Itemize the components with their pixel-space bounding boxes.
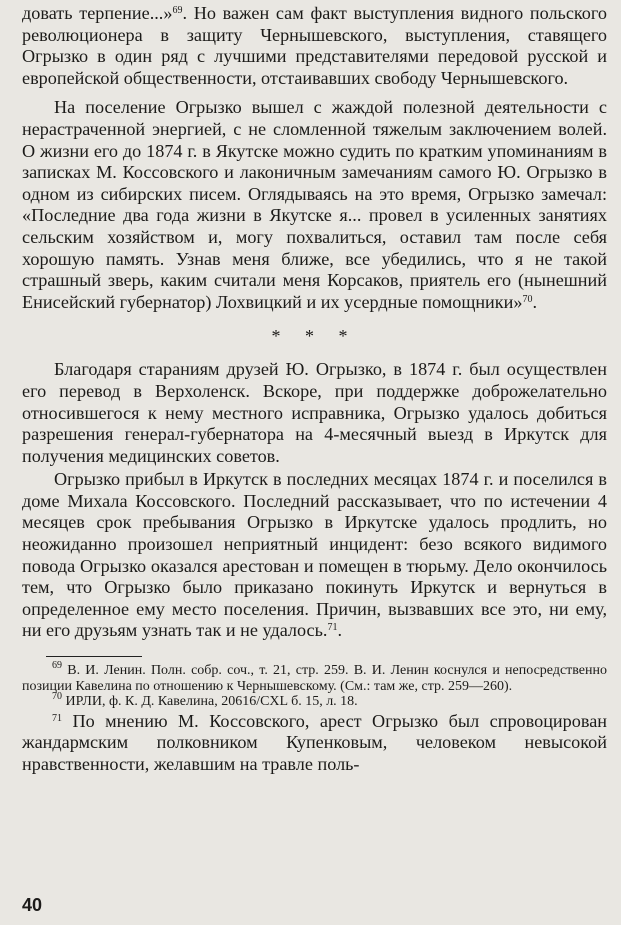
paragraph-text: На поселение Огрызко вышел с жаждой полезной деятельности с нерастраченной энергией, с не сломленной тяжелым заключением волей. О жизни его до 1874 г. в Якутске можно судить по кратким упоминаниям в записках М. Коссовского и лаконичным замечаниям самого Ю. Огрызко в одном из сибирских писем. Оглядываясь на это время, Огрызко замечал: «Последние два года жизни в Якутске я... провел в усиленных занятиях сельским хозяйством и, могу похвалиться, оставил там после себя хорошую память. Узнав меня ближе, все убедились, что я не такой страшный зверь, каким считали меня Корсаков, приятель его (нынешний Енисейский губернатор) Лохвицкий и их усердные помощники» [22,97,607,312]
body-text [22,0,607,642]
paragraph-text: . [337,620,343,641]
footnote-ref-70[interactable]: 70 [522,293,533,305]
section-separator: * * * [271,326,358,347]
footnote-ref-71[interactable]: 71 [327,622,338,634]
paragraph-text: . Но важен сам факт выступления видного польского революционера в защиту Чернышевского, выступления, ставящего Огрызко в один ряд с лучшими представителями передовой русской и европейской общественности, отстаивавших свободу Чернышевского. [22,3,607,88]
footnote-ref-69[interactable]: 69 [172,5,183,16]
footnote-text: ИРЛИ, ф. К. Д. Кавелина, 20616/CXL б. 15, л. 18. [65,694,358,710]
paragraph-transfer: Благодаря стараниям друзей Ю. Огрызко, в 1874 г. был осуществлен его перевод в Верхоленск. Вскоре, при поддержке доброжелательно относившегося к нему местного исправника, Огрызко удалось добиться разрешения генерал-губернатора на 4-месячный выезд в Иркутск для получения медицинских советов. [22,359,607,466]
footnote-number: 70 [52,691,62,703]
paragraph-text: . [532,291,538,312]
paragraph-continuation [22,0,607,89]
paragraph-text: Огрызко прибыл в Иркутск в последних месяцах 1874 г. и поселился в доме Михала Коссовского. Последний рассказывает, что по истечении 4 месяцев срок пребывания Огрызко в Иркутске удалось продлить, но неожиданно произошел неприятный инцидент: безо всякого видимого повода Огрызко оказался арестован и помещен в тюрьму. Дело окончилось тем, что Огрызко было приказано покинуть Иркутск и вернуться в определенное ему место поселения. Причин, вызвавших все это, ни ему, ни его друзьям узнать так и не удалось. [22,469,607,641]
footnote-69 [22,660,608,694]
paragraph-settlement [22,97,607,313]
page-number: 40 [22,895,43,915]
paragraph-text: довать терпение...» [22,3,173,23]
paragraph-irkutsk [22,469,607,642]
footnote-number: 71 [52,712,62,724]
footnote-text: В. И. Ленин. Полн. собр. соч., т. 21, стр. 259. В. И. Ленин коснулся и непосредственно позиции Кавелина по отношению к Чернышевскому. (См.: там же, стр. 259—260). [22,663,608,694]
footnote-number: 69 [52,660,62,672]
footnotes [22,656,607,775]
footnote-text: По мнению М. Коссовского, арест Огрызко был спровоцирован жандармским полковником Купенковым, человеком невысокой нравственности, желавшим на травле поль- [22,710,607,774]
footnote-71 [22,711,607,776]
footnote-70 [22,691,607,710]
footnote-divider [46,656,142,657]
